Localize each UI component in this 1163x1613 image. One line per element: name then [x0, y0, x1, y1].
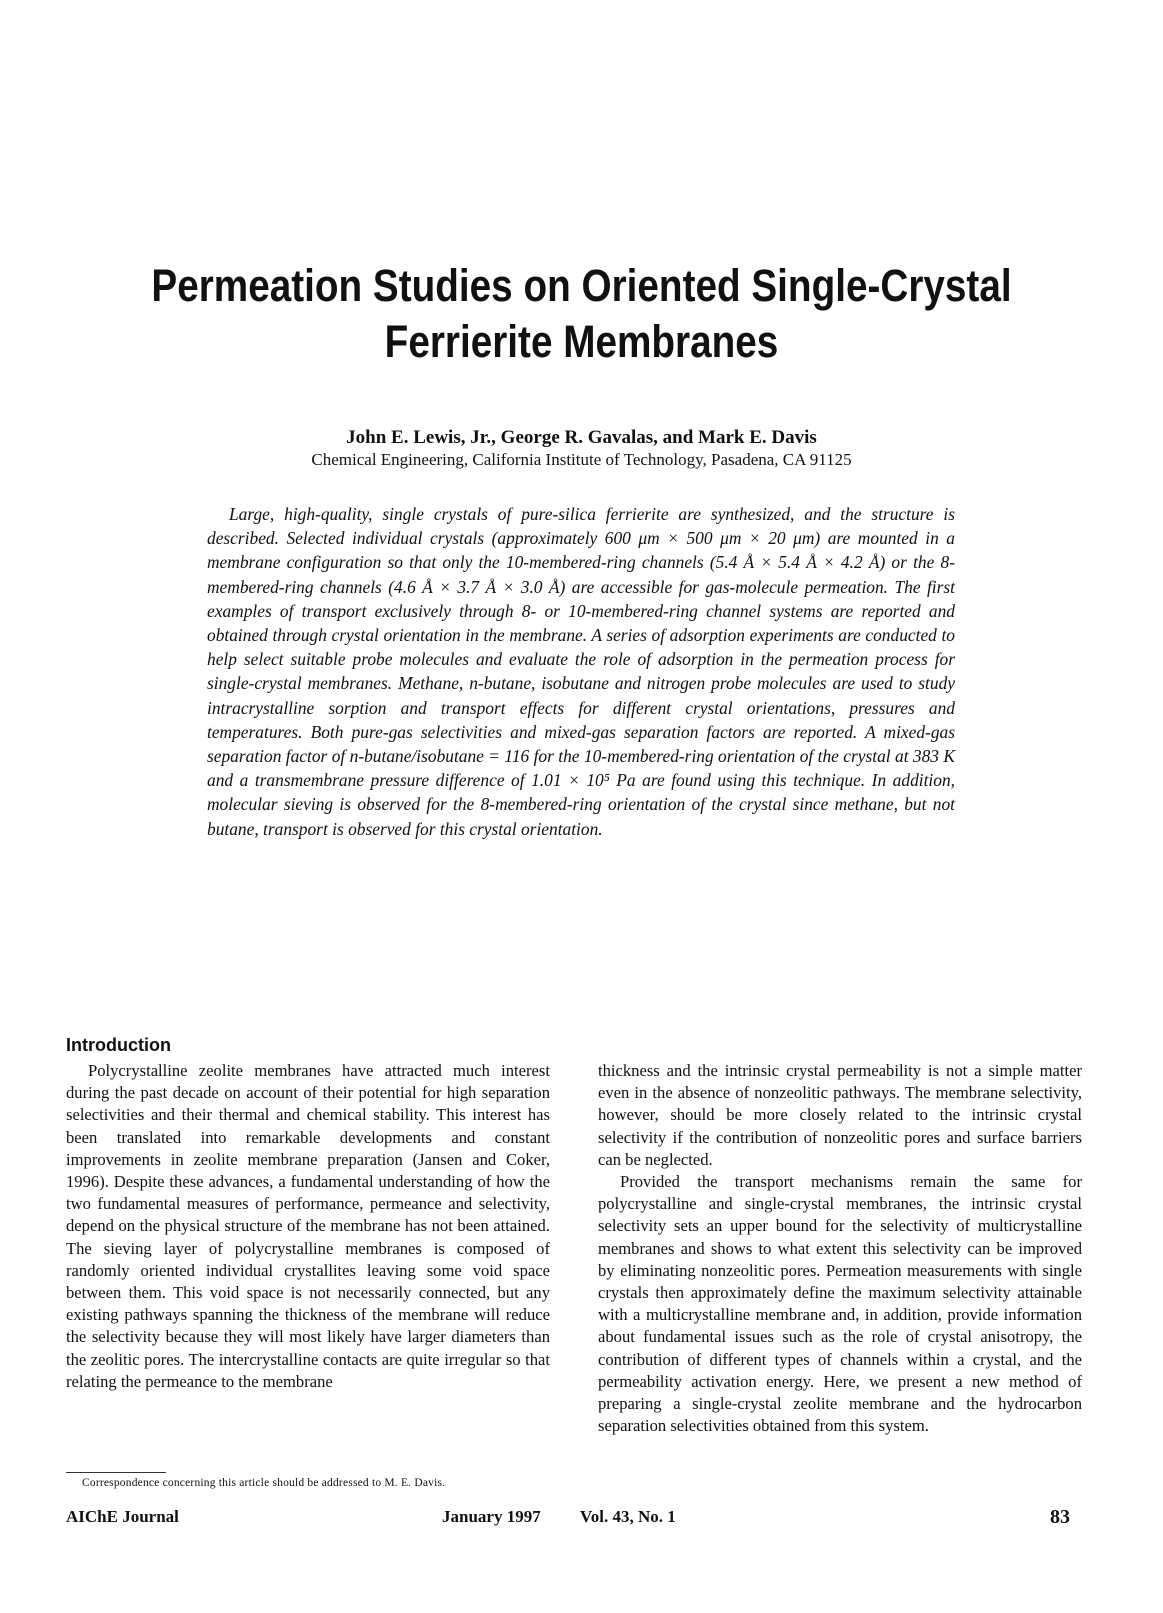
intro-paragraph-2: Provided the transport mechanisms remain the same for polycrystalline and single-crystal membranes, the intrinsic crystal selectivity sets an upper bound for the selectivity of multicrystalline membranes and shows to what extent this selectivity can be improved by eliminating nonzeolitic pores. Permeation measurements with single crystals then approximately define the maximum selectivity attainable with a multicrystalline membrane and, in addition, provide information about fundamental issues such as the role of crystal anisotropy, the contribution of different types of channels within a crystal, and the permeability activation energy. Here, we present a new method of preparing a single-crystal zeolite membrane and the hydrocarbon separation selectivities obtained from this system.	[598, 1172, 1082, 1436]
page-number: 83	[1050, 1506, 1070, 1528]
article-title	[133, 258, 1030, 370]
intro-paragraph-1-continued: thickness and the intrinsic crystal permeability is not a simple matter even in the absence of nonzeolitic pathways. The membrane selectivity, however, should be more closely related to the intrinsic crystal selectivity if the contribution of nonzeolitic pores and surface barriers can be neglected.	[598, 1061, 1082, 1169]
author-affiliation: Chemical Engineering, California Institute of Technology, Pasadena, CA 91125	[311, 450, 852, 469]
title-line-2: Ferrierite Membranes	[384, 316, 779, 367]
right-column	[598, 1060, 1082, 1437]
footnote-divider	[66, 1472, 166, 1473]
intro-paragraph-1: Polycrystalline zeolite membranes have attracted much interest during the past decade on account of their potential for high separation selectivities and their thermal and chemical stability. This interest has been translated into remarkable developments and constant improvements in zeolite membrane preparation (Jansen and Coker, 1996). Despite these advances, a fundamental understanding of how the two fundamental measures of performance, permeance and selectivity, depend on the physical structure of the membrane has not been attained. The sieving layer of polycrystalline membranes is composed of randomly oriented individual crystallites leaving some void space between them. This void space is not necessarily connected, but any existing pathways spanning the thickness of the membrane will reduce the selectivity because they will most likely have larger diameters than the zeolitic pores. The intercrystalline contacts are quite irregular so that relating the permeance to the membrane	[66, 1061, 550, 1391]
title-line-1: Permeation Studies on Oriented Single-Crystal	[151, 260, 1012, 311]
section-heading-introduction: Introduction	[66, 1035, 171, 1055]
left-column	[66, 1060, 550, 1393]
footer-journal-name: AIChE Journal	[66, 1507, 179, 1526]
footer-issue-date: January 1997	[442, 1507, 541, 1526]
author-list: John E. Lewis, Jr., George R. Gavalas, and Mark E. Davis	[346, 427, 817, 448]
footer-volume: Vol. 43, No. 1	[580, 1507, 676, 1526]
abstract: Large, high-quality, single crystals of pure-silica ferrierite are synthesized, and the structure is described. Selected individual crystals (approximately 600 μm × 500 μm × 20 μm) are mounted in a membrane configuration so that only the 10-membered-ring channels (5.4 Å × 5.4 Å × 4.2 Å) or the 8-membered-ring channels (4.6 Å × 3.7 Å × 3.0 Å) are accessible for gas-molecule permeation. The first examples of transport exclusively through 8- or 10-membered-ring channel systems are reported and obtained through crystal orientation in the membrane. A series of adsorption experiments are conducted to help select suitable probe molecules and evaluate the role of adsorption in the permeation process for single-crystal membranes. Methane, n-butane, isobutane and nitrogen probe molecules are used to study intracrystalline sorption and transport effects for different crystal orientations, pressures and temperatures. Both pure-gas selectivities and mixed-gas separation factors are reported. A mixed-gas separation factor of n-butane/isobutane = 116 for the 10-membered-ring orientation of the crystal at 383 K and a transmembrane pressure difference of 1.01 × 10⁵ Pa are found using this technique. In addition, molecular sieving is observed for the 8-membered-ring orientation of the crystal since methane, but not butane, transport is observed for this crystal orientation.	[207, 504, 955, 839]
correspondence-footnote: Correspondence concerning this article should be addressed to M. E. Davis.	[82, 1477, 446, 1489]
